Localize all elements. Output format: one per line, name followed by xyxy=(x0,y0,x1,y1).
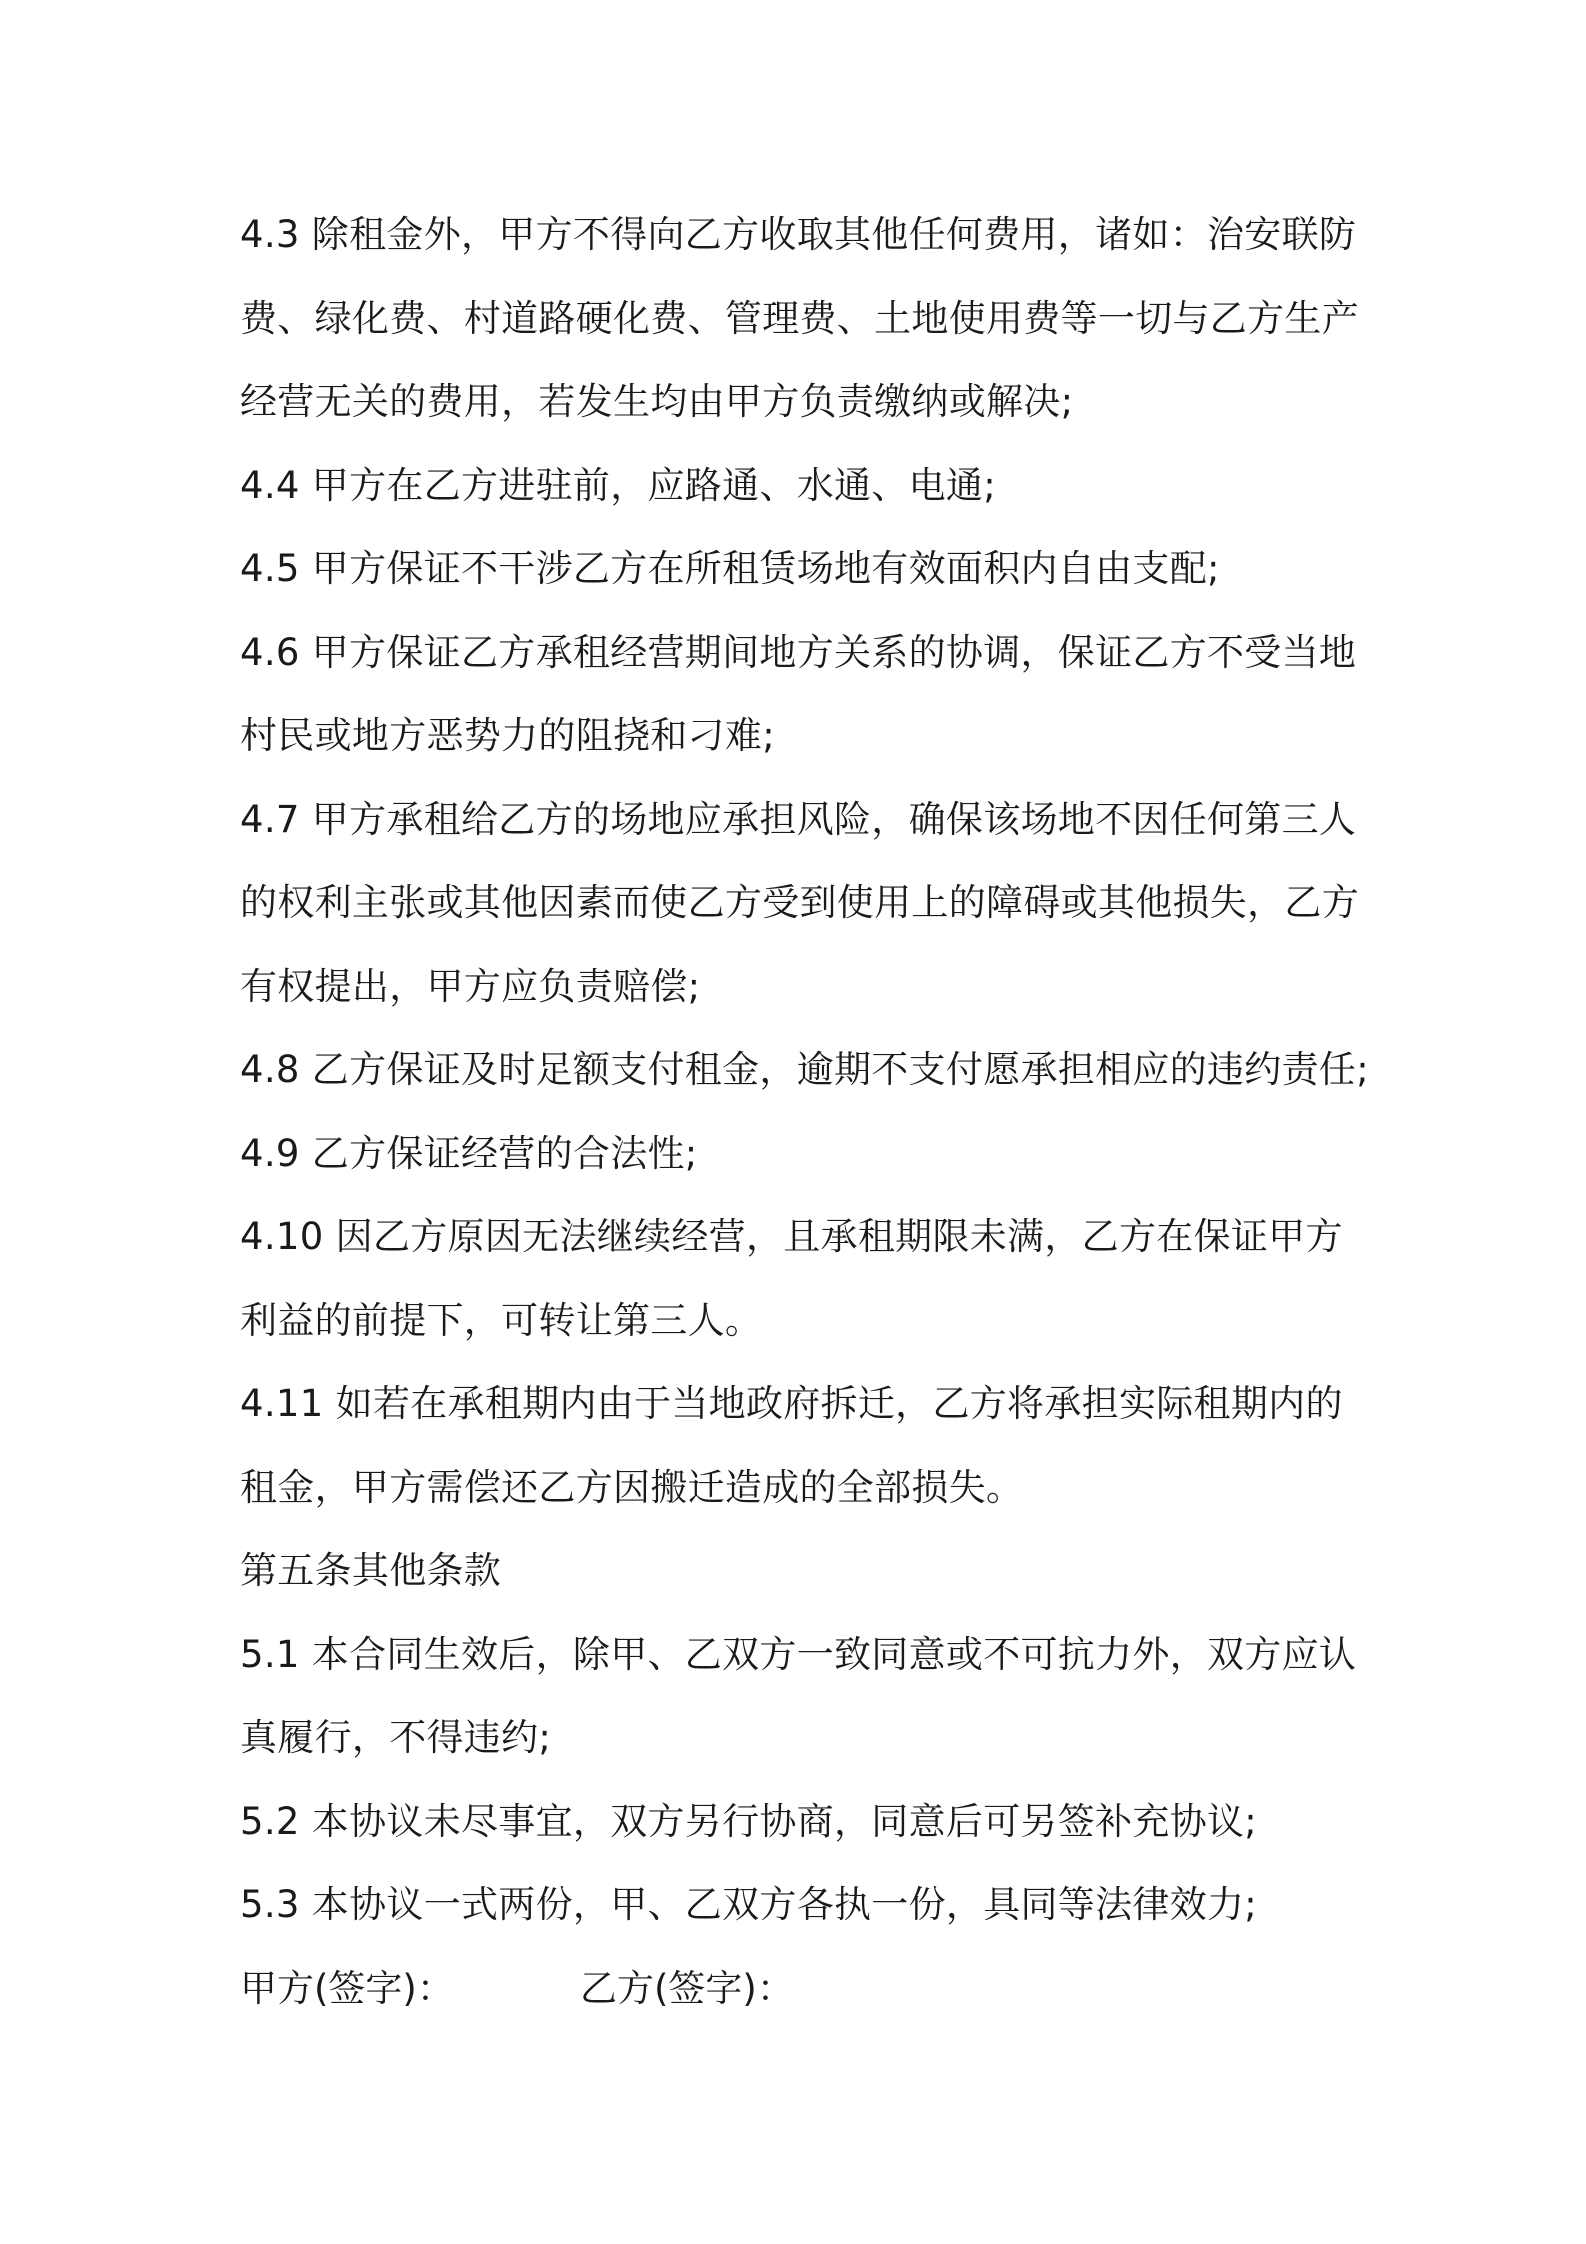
clause-4-7-line-2: 的权利主张或其他因素而使乙方受到使用上的障碍或其他损失，乙方 xyxy=(240,881,1359,924)
party-b-signature-label: 乙方(签字)： xyxy=(580,1966,794,2010)
clause-5-2: 5.2 本协议未尽事宜，双方另行协商，同意后可另签补充协议; xyxy=(240,1799,1258,1843)
clause-5-1-line-1: 5.1 本合同生效后，除甲、乙双方一致同意或不可抗力外，双方应认 xyxy=(240,1632,1357,1676)
clause-4-11-line-1: 4.11 如若在承租期内由于当地政府拆迁，乙方将承担实际租期内的 xyxy=(240,1382,1343,1425)
clause-5-1-line-2: 真履行，不得违约; xyxy=(240,1716,552,1759)
document-page xyxy=(240,193,1370,2030)
party-a-signature-label: 甲方(签字)： xyxy=(240,1966,454,2010)
clause-5-3: 5.3 本协议一式两份，甲、乙双方各执一份，具同等法律效力; xyxy=(240,1883,1258,1926)
clause-4-6-line-1: 4.6 甲方保证乙方承租经营期间地方关系的协调，保证乙方不受当地 xyxy=(240,630,1357,674)
clause-4-3-line-3: 经营无关的费用，若发生均由甲方负责缴纳或解决; xyxy=(240,380,1074,423)
clause-4-5: 4.5 甲方保证不干涉乙方在所租赁场地有效面积内自由支配; xyxy=(240,547,1220,590)
clause-4-3-line-1: 4.3 除租金外，甲方不得向乙方收取其他任何费用，诸如：治安联防 xyxy=(240,213,1357,256)
clause-4-6-line-2: 村民或地方恶势力的阻挠和刁难; xyxy=(240,714,775,757)
signature-row xyxy=(240,1947,1370,2031)
clause-4-9: 4.9 乙方保证经营的合法性; xyxy=(240,1131,698,1175)
clause-4-10-line-1: 4.10 因乙方原因无法继续经营，且承租期限未满，乙方在保证甲方 xyxy=(240,1215,1343,1258)
clause-4-10-line-2: 利益的前提下，可转让第三人。 xyxy=(240,1298,763,1342)
clause-4-3-line-2: 费、绿化费、村道路硬化费、管理费、土地使用费等一切与乙方生产 xyxy=(240,296,1359,340)
clause-4-8: 4.8 乙方保证及时足额支付租金，逾期不支付愿承担相应的违约责任; xyxy=(240,1048,1369,1091)
clause-4-11-line-2: 租金，甲方需偿还乙方因搬迁造成的全部损失。 xyxy=(240,1465,1024,1509)
section-5-heading: 第五条其他条款 xyxy=(240,1549,502,1592)
clause-4-4: 4.4 甲方在乙方进驻前，应路通、水通、电通; xyxy=(240,463,996,507)
clause-4-7-line-1: 4.7 甲方承租给乙方的场地应承担风险，确保该场地不因任何第三人 xyxy=(240,797,1357,841)
clause-4-7-line-3: 有权提出，甲方应负责赔偿; xyxy=(240,964,701,1008)
